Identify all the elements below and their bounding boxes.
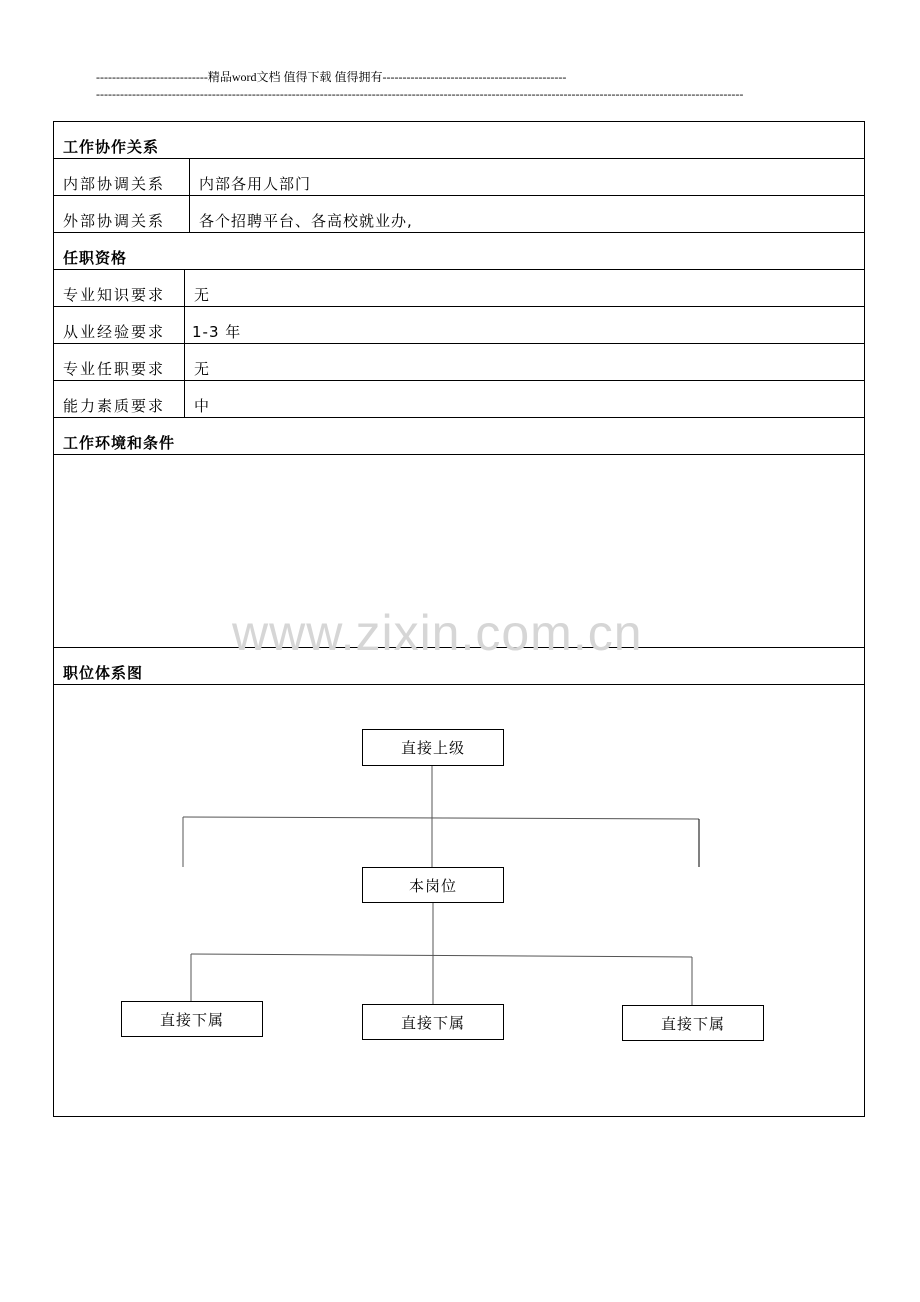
org-box-subordinate: 直接下属 bbox=[362, 1004, 504, 1040]
row-value-professional: 无 bbox=[194, 360, 211, 378]
row-label-professional: 专业任职要求 bbox=[63, 360, 166, 378]
row-label-ability: 能力素质要求 bbox=[63, 397, 166, 415]
org-box-subordinate: 直接下属 bbox=[121, 1001, 263, 1037]
section-title-environment: 工作环境和条件 bbox=[63, 434, 176, 452]
row-value-ability: 中 bbox=[194, 397, 211, 415]
row-value-knowledge: 无 bbox=[194, 286, 211, 304]
row-value-experience: 1-3 年 bbox=[192, 323, 242, 341]
org-box-position: 本岗位 bbox=[362, 867, 504, 903]
org-box-superior: 直接上级 bbox=[362, 729, 504, 766]
section-title-collaboration: 工作协作关系 bbox=[63, 138, 160, 156]
header-line-2: ------------------------------------------------------------------------------------------------------------------------------------------------------------------ bbox=[96, 87, 744, 101]
connector-line bbox=[183, 817, 699, 819]
row-label-external: 外部协调关系 bbox=[63, 212, 166, 230]
row-value-external: 各个招聘平台、各高校就业办, bbox=[199, 212, 413, 230]
header-line-1: ----------------------------精品word文档 值得下载 值得拥有---------------------------------------------- bbox=[96, 70, 567, 84]
connector-line bbox=[191, 954, 692, 957]
org-box-subordinate: 直接下属 bbox=[622, 1005, 764, 1041]
section-title-org-chart: 职位体系图 bbox=[63, 664, 144, 682]
section-title-qualifications: 任职资格 bbox=[63, 249, 128, 267]
watermark: www.zixin.com.cn bbox=[232, 605, 643, 661]
row-label-knowledge: 专业知识要求 bbox=[63, 286, 166, 304]
row-label-experience: 从业经验要求 bbox=[63, 323, 166, 341]
row-label-internal: 内部协调关系 bbox=[63, 175, 166, 193]
row-value-internal: 内部各用人部门 bbox=[199, 175, 312, 193]
